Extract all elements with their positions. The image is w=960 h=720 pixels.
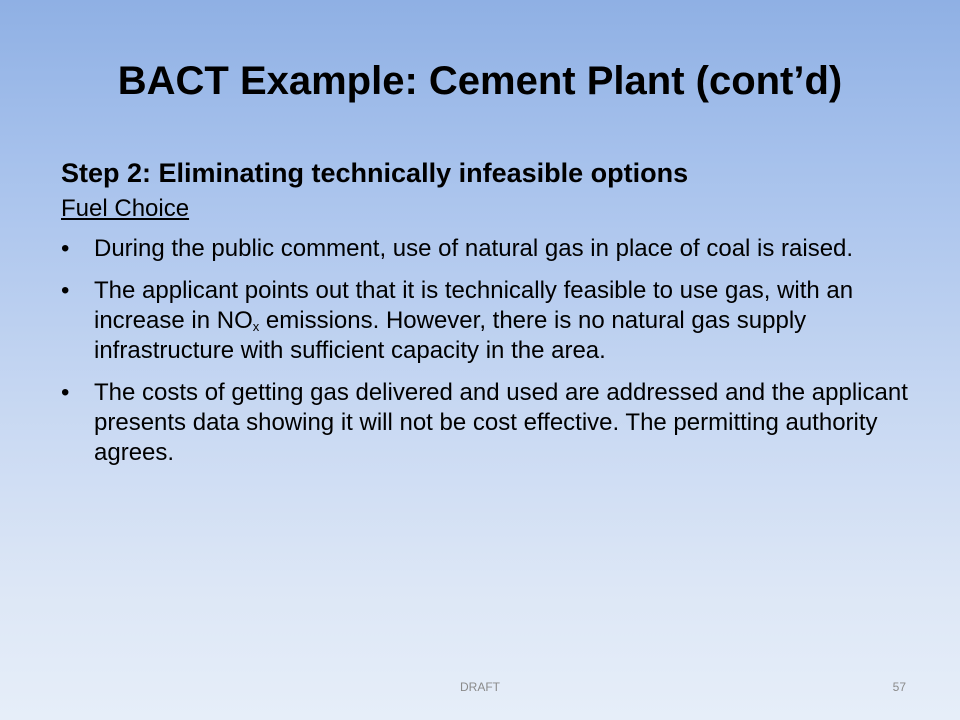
slide-title: BACT Example: Cement Plant (cont’d) (117, 59, 843, 103)
bullet-list (61, 234, 921, 468)
bullet-icon: • (61, 277, 70, 304)
page-number: 57 (892, 680, 906, 694)
footer-draft-label: DRAFT (460, 680, 500, 694)
step-heading: Step 2: Eliminating technically infeasible options (61, 158, 689, 188)
bullet-icon: • (61, 379, 70, 406)
bullet-icon: • (61, 235, 70, 262)
bullet-item-public-comment (61, 234, 921, 264)
bullet-text-before: The applicant points out that it is technically feasible to use gas, with an increase in NO (94, 277, 854, 334)
bullet-text: During the public comment, use of natural gas in place of coal is raised. (94, 235, 854, 262)
nox-subscript: x (252, 319, 260, 334)
bullet-text: The costs of getting gas delivered and used are addressed and the applicant presents data showing it will not be cost effective. The permitting authority agrees. (94, 379, 908, 466)
slide-body (61, 154, 921, 480)
bullet-item-applicant-feasibility (61, 276, 921, 366)
bullet-text-after: emissions. However, there is no natural gas supply infrastructure with sufficient capacity in the area. (94, 307, 807, 364)
bullet-item-costs (61, 378, 921, 468)
fuel-choice-subheading: Fuel Choice (61, 195, 190, 222)
